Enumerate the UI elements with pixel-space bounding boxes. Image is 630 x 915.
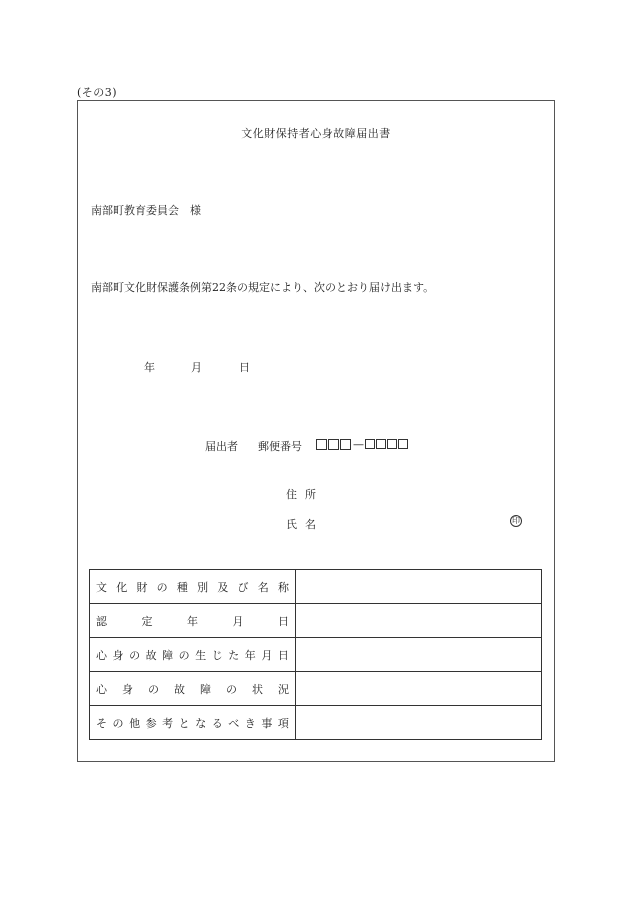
row-label-cell	[90, 706, 296, 740]
row-value-cell[interactable]	[296, 604, 542, 638]
details-table	[89, 569, 542, 740]
applicant-label: 届出者	[205, 440, 238, 453]
row-label-char: た	[228, 648, 240, 662]
row-label-char: 身	[122, 682, 133, 696]
form-number: (その3)	[77, 86, 118, 99]
row-label-char: 文	[96, 580, 107, 594]
postal-digit-box[interactable]	[328, 439, 339, 450]
row-label-char: 考	[162, 716, 174, 730]
row-label-char: 他	[129, 716, 141, 730]
row-label-char: 日	[278, 614, 289, 628]
table-row	[90, 570, 542, 604]
row-label	[96, 681, 289, 697]
table-row	[90, 706, 542, 740]
date-day-label: 日	[239, 361, 250, 374]
date-year-label: 年	[144, 361, 155, 374]
row-label-char: じ	[211, 648, 223, 662]
row-label-char: 日	[277, 648, 289, 662]
row-label-char: 名	[257, 580, 269, 594]
address-label: 住所	[286, 488, 324, 501]
postal-code-field[interactable]	[316, 438, 409, 450]
row-label-char: 年	[244, 648, 256, 662]
row-label-char: の	[129, 648, 141, 662]
row-label-char: 年	[187, 614, 198, 628]
row-label-cell	[90, 570, 296, 604]
date-month-label: 月	[191, 361, 202, 374]
row-label-char: 生	[195, 648, 207, 662]
row-label	[96, 647, 289, 663]
row-label-char: 参	[145, 716, 157, 730]
name-label: 氏名	[286, 518, 324, 531]
document-title: 文化財保持者心身故障届出書	[241, 127, 391, 140]
row-label-char: 及	[217, 580, 229, 594]
row-label-char: 月	[232, 614, 244, 628]
form-frame	[77, 100, 555, 762]
row-label-char: 財	[136, 580, 148, 594]
postal-digit-box[interactable]	[376, 439, 386, 449]
row-label-char: 事	[261, 716, 273, 730]
row-label-char: べ	[228, 716, 240, 730]
row-label-char: そ	[96, 716, 107, 730]
postal-digit-box[interactable]	[398, 439, 408, 449]
row-value-cell[interactable]	[296, 638, 542, 672]
row-label-char: る	[211, 716, 223, 730]
row-label	[96, 715, 289, 731]
row-label-char: 認	[96, 614, 107, 628]
row-label-char: 況	[278, 682, 289, 696]
row-label-char: 心	[96, 648, 107, 662]
row-label-char: 種	[176, 580, 188, 594]
row-value-cell[interactable]	[296, 570, 542, 604]
row-value-cell[interactable]	[296, 706, 542, 740]
row-label-char: の	[156, 580, 168, 594]
row-label-cell	[90, 638, 296, 672]
row-label-char: 心	[96, 682, 107, 696]
table-row	[90, 638, 542, 672]
row-value-cell[interactable]	[296, 672, 542, 706]
row-label-char: の	[226, 682, 237, 696]
row-label-cell	[90, 604, 296, 638]
addressee: 南部町教育委員会 様	[91, 204, 201, 217]
row-label-char: 故	[174, 682, 185, 696]
postal-digit-box[interactable]	[340, 439, 351, 450]
row-label-char: 状	[252, 682, 263, 696]
row-label-char: き	[244, 716, 256, 730]
row-label-char: 化	[116, 580, 128, 594]
row-label-char: の	[148, 682, 159, 696]
row-label-char: 称	[277, 580, 289, 594]
row-label-char: び	[237, 580, 249, 594]
row-label-char: 身	[112, 648, 124, 662]
row-label-char: 障	[162, 648, 174, 662]
row-label-char: の	[112, 716, 124, 730]
postal-digit-box[interactable]	[316, 439, 327, 450]
postal-dash: —	[353, 437, 364, 451]
row-label-cell	[90, 672, 296, 706]
row-label-char: 故	[145, 648, 157, 662]
row-label-char: 障	[200, 682, 211, 696]
table-row	[90, 672, 542, 706]
postal-code-label: 郵便番号	[258, 440, 302, 453]
row-label-char: 月	[261, 648, 273, 662]
row-label-char: 項	[277, 716, 289, 730]
row-label-char: な	[195, 716, 207, 730]
postal-digit-box[interactable]	[387, 439, 397, 449]
row-label-char: の	[178, 648, 190, 662]
row-label-char: 定	[141, 614, 153, 628]
postal-digit-box[interactable]	[365, 439, 375, 449]
row-label	[96, 613, 289, 629]
row-label	[96, 579, 289, 595]
row-label-char: 別	[197, 580, 209, 594]
table-row	[90, 604, 542, 638]
row-label-char: と	[178, 716, 190, 730]
seal-mark-icon: 印	[512, 516, 520, 525]
statement-text: 南部町文化財保護条例第22条の規定により、次のとおり届け出ます。	[91, 281, 435, 294]
